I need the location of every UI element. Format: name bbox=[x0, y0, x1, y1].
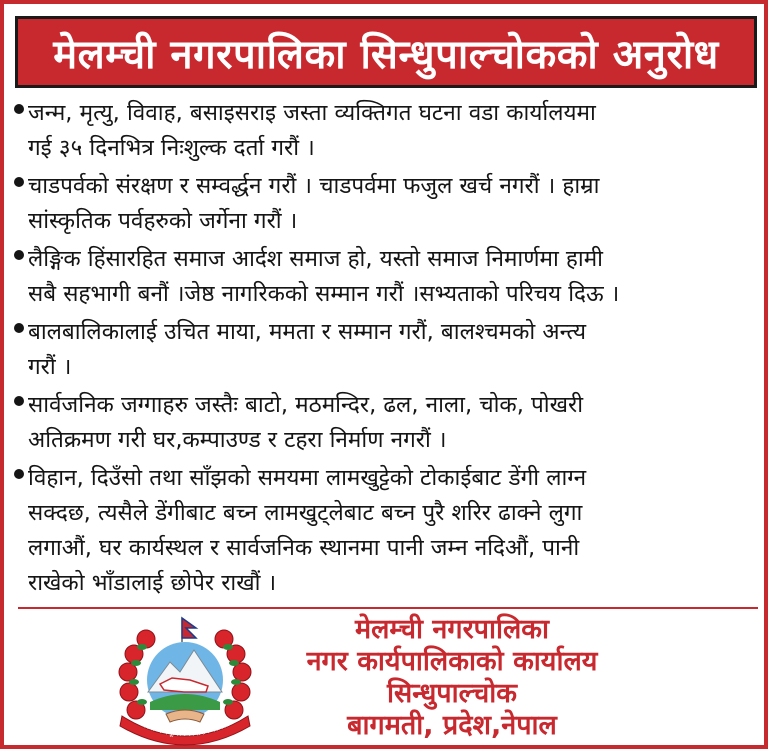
notice-list bbox=[14, 96, 760, 604]
notice-item bbox=[14, 461, 760, 601]
notice-line: गरौं । bbox=[28, 354, 72, 380]
notice-line: सार्वजनिक जग्गाहरु जस्तैः बाटो, मठमन्दिर, ढल, नाला, चोक, पोखरी bbox=[28, 392, 584, 418]
notice-line: सबै सहभागी बनौं ।जेष्ठ नागरिकको सम्मान गरौं ।सभ्यताको परिचय दिऊ । bbox=[28, 281, 620, 307]
notice-line: चाडपर्वको संरक्षण र सम्वर्द्धन गरौं । चाडपर्वमा फजुल खर्च नगरौं । हाम्रा bbox=[28, 173, 600, 199]
notice-line: विहान, दिउँसो तथा साँझको समयमा लामखुट्टेको टोकाईबाट डेंगी लाग्न bbox=[28, 465, 587, 491]
notice-line: गई ३५ दिनभित्र निःशुल्क दर्ता गरौं । bbox=[28, 135, 315, 161]
office-province: बागमती, प्रदेश,नेपाल bbox=[347, 710, 557, 741]
office-address bbox=[262, 614, 642, 742]
bullet-icon bbox=[14, 469, 24, 479]
notice-line: लगाऔं, घर कार्यस्थल र सार्वजनिक स्थानमा पानी जम्न नदिऔं, पानी bbox=[28, 535, 580, 561]
notice-line: लैङ्गिक हिंसारहित समाज आर्दश समाज हो, यस्तो समाज निमार्णमा हामी bbox=[28, 246, 603, 272]
bullet-icon bbox=[14, 323, 24, 333]
nepal-government-emblem-icon bbox=[112, 614, 258, 749]
notice-line: जन्म, मृत्यु, विवाह, बसाइसराइ जस्ता व्यक्तिगत घटना वडा कार्यालयमा bbox=[28, 100, 596, 126]
footer-divider bbox=[18, 607, 758, 609]
bullet-icon bbox=[14, 177, 24, 187]
notice-item bbox=[14, 315, 760, 385]
bullet-icon bbox=[14, 104, 24, 114]
notice-line: सक्दछ, त्यसैले डेंगीबाट बच्न लामखुट्लेबाट बच्न पुरै शरिर ढाक्ने लुगा bbox=[28, 500, 583, 526]
notice-line: सांस्कृतिक पर्वहरुको जर्गेना गरौं । bbox=[28, 208, 298, 234]
banner-title: मेलम्ची नगरपालिका सिन्धुपाल्चोकको अनुरोध bbox=[53, 31, 719, 78]
notice-item bbox=[14, 169, 760, 239]
notice-item bbox=[14, 242, 760, 312]
notice-line: बालबालिकालाई उचित माया, ममता र सम्मान गरौं, बालश्चमको अन्त्य bbox=[28, 319, 587, 345]
notice-line: राखेको भाँडालाई छोपेर राखौं । bbox=[28, 570, 277, 596]
office-district: सिन्धुपाल्चोक bbox=[386, 678, 518, 709]
notice-item bbox=[14, 388, 760, 458]
notice-line: अतिक्रमण गरी घर,कम्पाउण्ड र टहरा निर्माण नगरौं । bbox=[28, 427, 447, 453]
office-department: नगर कार्यपालिकाको कार्यालय bbox=[306, 646, 598, 677]
office-name: मेलम्ची नगरपालिका bbox=[354, 614, 550, 645]
header-banner bbox=[15, 16, 757, 88]
emblem-ribbon-text: जननी जन्मभूमिश्च स्वर्गादपि गरीयसी bbox=[139, 720, 231, 739]
notice-item bbox=[14, 96, 760, 166]
bullet-icon bbox=[14, 250, 24, 260]
bullet-icon bbox=[14, 396, 24, 406]
